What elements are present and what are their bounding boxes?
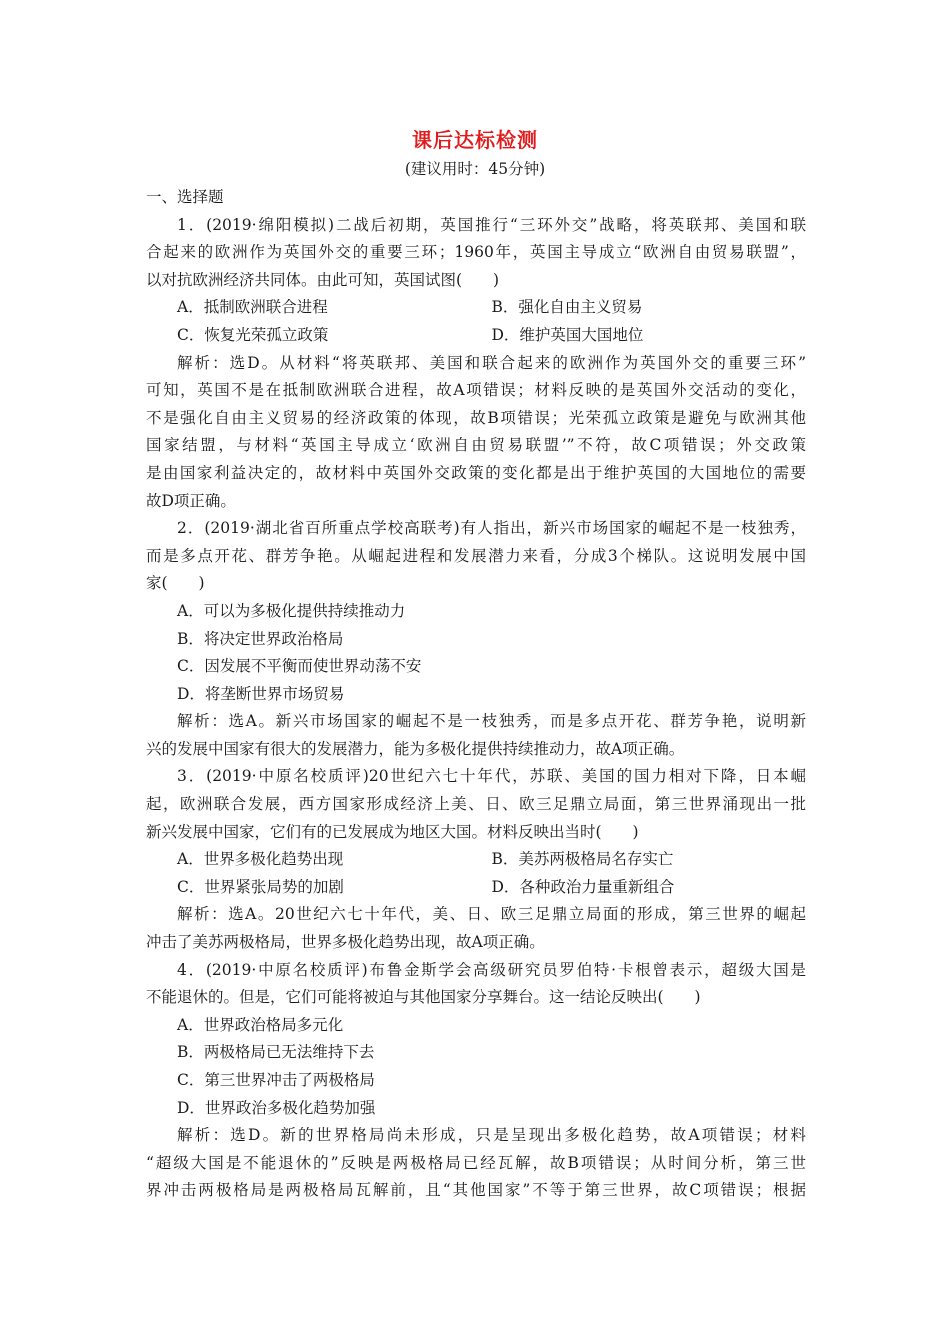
analysis-line: 解析：选D。新的世界格局尚未形成，只是呈现出多极化趋势，故A项错误；材料 bbox=[177, 1126, 806, 1145]
option-d: D．各种政治力量重新组合 bbox=[491, 877, 675, 896]
question-stem-line: 合起来的欧洲作为英国外交的重要三环；1960年，英国主导成立“欧洲自由贸易联盟”， bbox=[146, 243, 806, 262]
analysis-line: 是由国家利益决定的，故材料中英国外交政策的变化都是出于维护英国的大国地位的需要 bbox=[146, 463, 806, 482]
options-row bbox=[146, 846, 806, 874]
analysis-line: 界冲击两极格局是两极格局瓦解前，且“其他国家”不等于第三世界，故C项错误；根据 bbox=[146, 1181, 806, 1200]
question-3 bbox=[146, 763, 806, 956]
question-stem-line: 起，欧洲联合发展，西方国家形成经济上美、日、欧三足鼎立局面，第三世界涌现出一批 bbox=[146, 795, 806, 814]
question-stem-line: 家( ) bbox=[146, 574, 205, 593]
option-c: C．第三世界冲击了两极格局 bbox=[177, 1071, 375, 1089]
question-stem-line: 新兴发展中国家，它们有的已发展成为地区大国。材料反映出当时( ) bbox=[146, 822, 639, 841]
option-c: C．因发展不平衡而使世界动荡不安 bbox=[177, 657, 422, 676]
option-a: A．可以为多极化提供持续推动力 bbox=[177, 601, 406, 620]
question-4 bbox=[146, 957, 806, 1205]
analysis-line: 解析：选A。新兴市场国家的崛起不是一枝独秀，而是多点开花、群芳争艳，说明新 bbox=[177, 712, 806, 731]
analysis-line: 解析：选D。从材料“将英联邦、美国和联合起来的欧洲作为英国外交的重要三环” bbox=[177, 353, 806, 372]
option-b: B．强化自由主义贸易 bbox=[491, 298, 643, 317]
option-d: D．将垄断世界市场贸易 bbox=[177, 684, 345, 703]
document-body bbox=[146, 184, 806, 1205]
question-stem-line: 4．(2019·中原名校质评)布鲁金斯学会高级研究员罗伯特·卡根曾表示，超级大国是 bbox=[177, 960, 806, 979]
analysis-line: 可知，英国不是在抵制欧洲联合进程，故A项错误；材料反映的是英国外交活动的变化， bbox=[146, 381, 806, 400]
option-b: B．美苏两极格局名存实亡 bbox=[491, 850, 674, 869]
page-title: 课后达标检测 bbox=[412, 128, 538, 152]
analysis-line: 兴的发展中国家有很大的发展潜力，能为多极化提供持续推动力，故A项正确。 bbox=[146, 739, 685, 758]
option-d: D．世界政治多极化趋势加强 bbox=[177, 1098, 376, 1117]
analysis-line: 故D项正确。 bbox=[146, 491, 236, 510]
question-stem-line: 2．(2019·湖北省百所重点学校高联考)有人指出，新兴市场国家的崛起不是一枝独秀， bbox=[177, 519, 806, 538]
option-d: D．维护英国大国地位 bbox=[491, 325, 644, 344]
question-stem-line: 1．(2019·绵阳模拟)二战后初期，英国推行“三环外交”战略，将英联邦、美国和联 bbox=[177, 215, 806, 234]
option-a: A．世界多极化趋势出现 bbox=[177, 850, 344, 869]
option-c: C．世界紧张局势的加剧 bbox=[177, 877, 344, 896]
page-subtitle: (建议用时：45分钟) bbox=[404, 160, 546, 178]
question-stem-line: 不能退休的。但是，它们可能将被迫与其他国家分享舞台。这一结论反映出( ) bbox=[146, 988, 701, 1007]
section-heading: 一、选择题 bbox=[146, 188, 224, 206]
options-row bbox=[146, 874, 806, 902]
option-c: C．恢复光荣孤立政策 bbox=[177, 325, 329, 344]
analysis-line: 解析：选A。20世纪六七十年代，美、日、欧三足鼎立局面的形成，第三世界的崛起 bbox=[177, 905, 806, 924]
option-b: B．将决定世界政治格局 bbox=[177, 629, 344, 648]
options-row bbox=[146, 322, 806, 350]
analysis-line: “超级大国是不能退休的”反映是两极格局已经瓦解，故B项错误；从时间分析，第三世 bbox=[146, 1153, 806, 1172]
question-1 bbox=[146, 212, 806, 516]
option-a: A．世界政治格局多元化 bbox=[177, 1015, 344, 1034]
question-2 bbox=[146, 515, 806, 763]
option-a: A．抵制欧洲联合进程 bbox=[177, 298, 328, 317]
options-row bbox=[146, 294, 806, 322]
analysis-line: 冲击了美苏两极格局，世界多极化趋势出现，故A项正确。 bbox=[146, 933, 545, 952]
question-stem-line: 以对抗欧洲经济共同体。由此可知，英国试图( ) bbox=[146, 270, 500, 289]
question-stem-line: 3．(2019·中原名校质评)20世纪六七十年代，苏联、美国的国力相对下降，日本崛 bbox=[177, 767, 806, 786]
analysis-line: 国家结盟，与材料“英国主导成立‘欧洲自由贸易联盟’”不符，故C项错误；外交政策 bbox=[146, 436, 806, 455]
option-b: B．两极格局已无法维持下去 bbox=[177, 1043, 375, 1062]
analysis-line: 不是强化自由主义贸易的经济政策的体现，故B项错误；光荣孤立政策是避免与欧洲其他 bbox=[146, 408, 806, 427]
question-stem-line: 而是多点开花、群芳争艳。从崛起进程和发展潜力来看，分成3个梯队。这说明发展中国 bbox=[146, 546, 806, 565]
